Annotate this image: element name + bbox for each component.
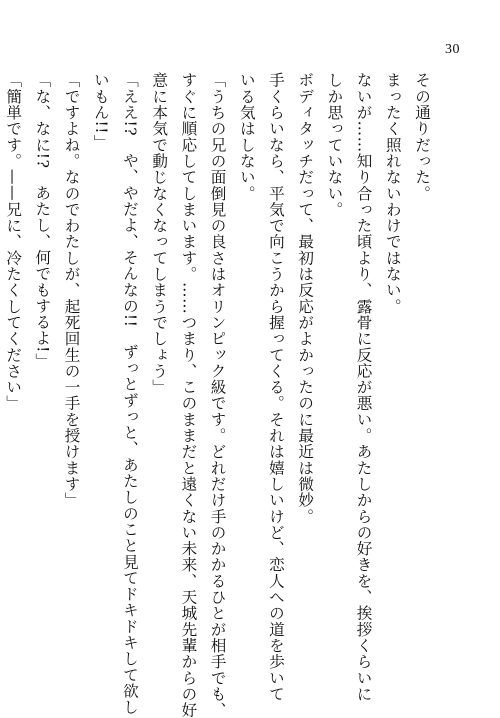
vertical-text-body — [0, 72, 436, 718]
text-line: ボディタッチだって、最初は反応がよかったのに最近は微妙。 — [296, 72, 315, 525]
text-line: 「ええ!? や、やだよ、そんなの!! ずっとずっと、あたしのこと見てドキドキして欲し — [120, 72, 139, 716]
text-line: すぐに順応してしまいます。……つまり、このままだと遠くない未来、天城先輩からの好 — [179, 72, 198, 718]
text-line: その通りだった。 — [413, 72, 431, 202]
text-line: まったく照れないわけではない。 — [383, 72, 402, 315]
text-line: 手くらいなら、平気で向こうから握ってくる。それは嬉しいけど、恋人への道を歩いて — [266, 72, 285, 702]
text-line: いもん!!」 — [91, 72, 110, 151]
page-number: 30 — [445, 42, 460, 57]
text-line: しか思っていない。 — [325, 72, 344, 218]
text-line: 「な、なに!? あたし、何でもするよ!」 — [33, 72, 52, 370]
text-line: 「ですよね。なのでわたしが、起死回生の一手を授けます」 — [62, 72, 81, 509]
text-line: 「うちの兄の面倒見の良さはオリンピック級です。どれだけ手のかかるひとが相手でも、 — [208, 72, 227, 718]
text-line: 「簡単です。——兄に、冷たくしてください」 — [4, 72, 23, 412]
text-line: 意に本気で動じなくなってしまうでしょう」 — [150, 72, 169, 395]
text-line: いる気はしない。 — [237, 72, 256, 202]
text-line: ないが……知り合った頃より、露骨に反応が悪い。あたしからの好きを、挨拶くらいに — [354, 72, 373, 702]
